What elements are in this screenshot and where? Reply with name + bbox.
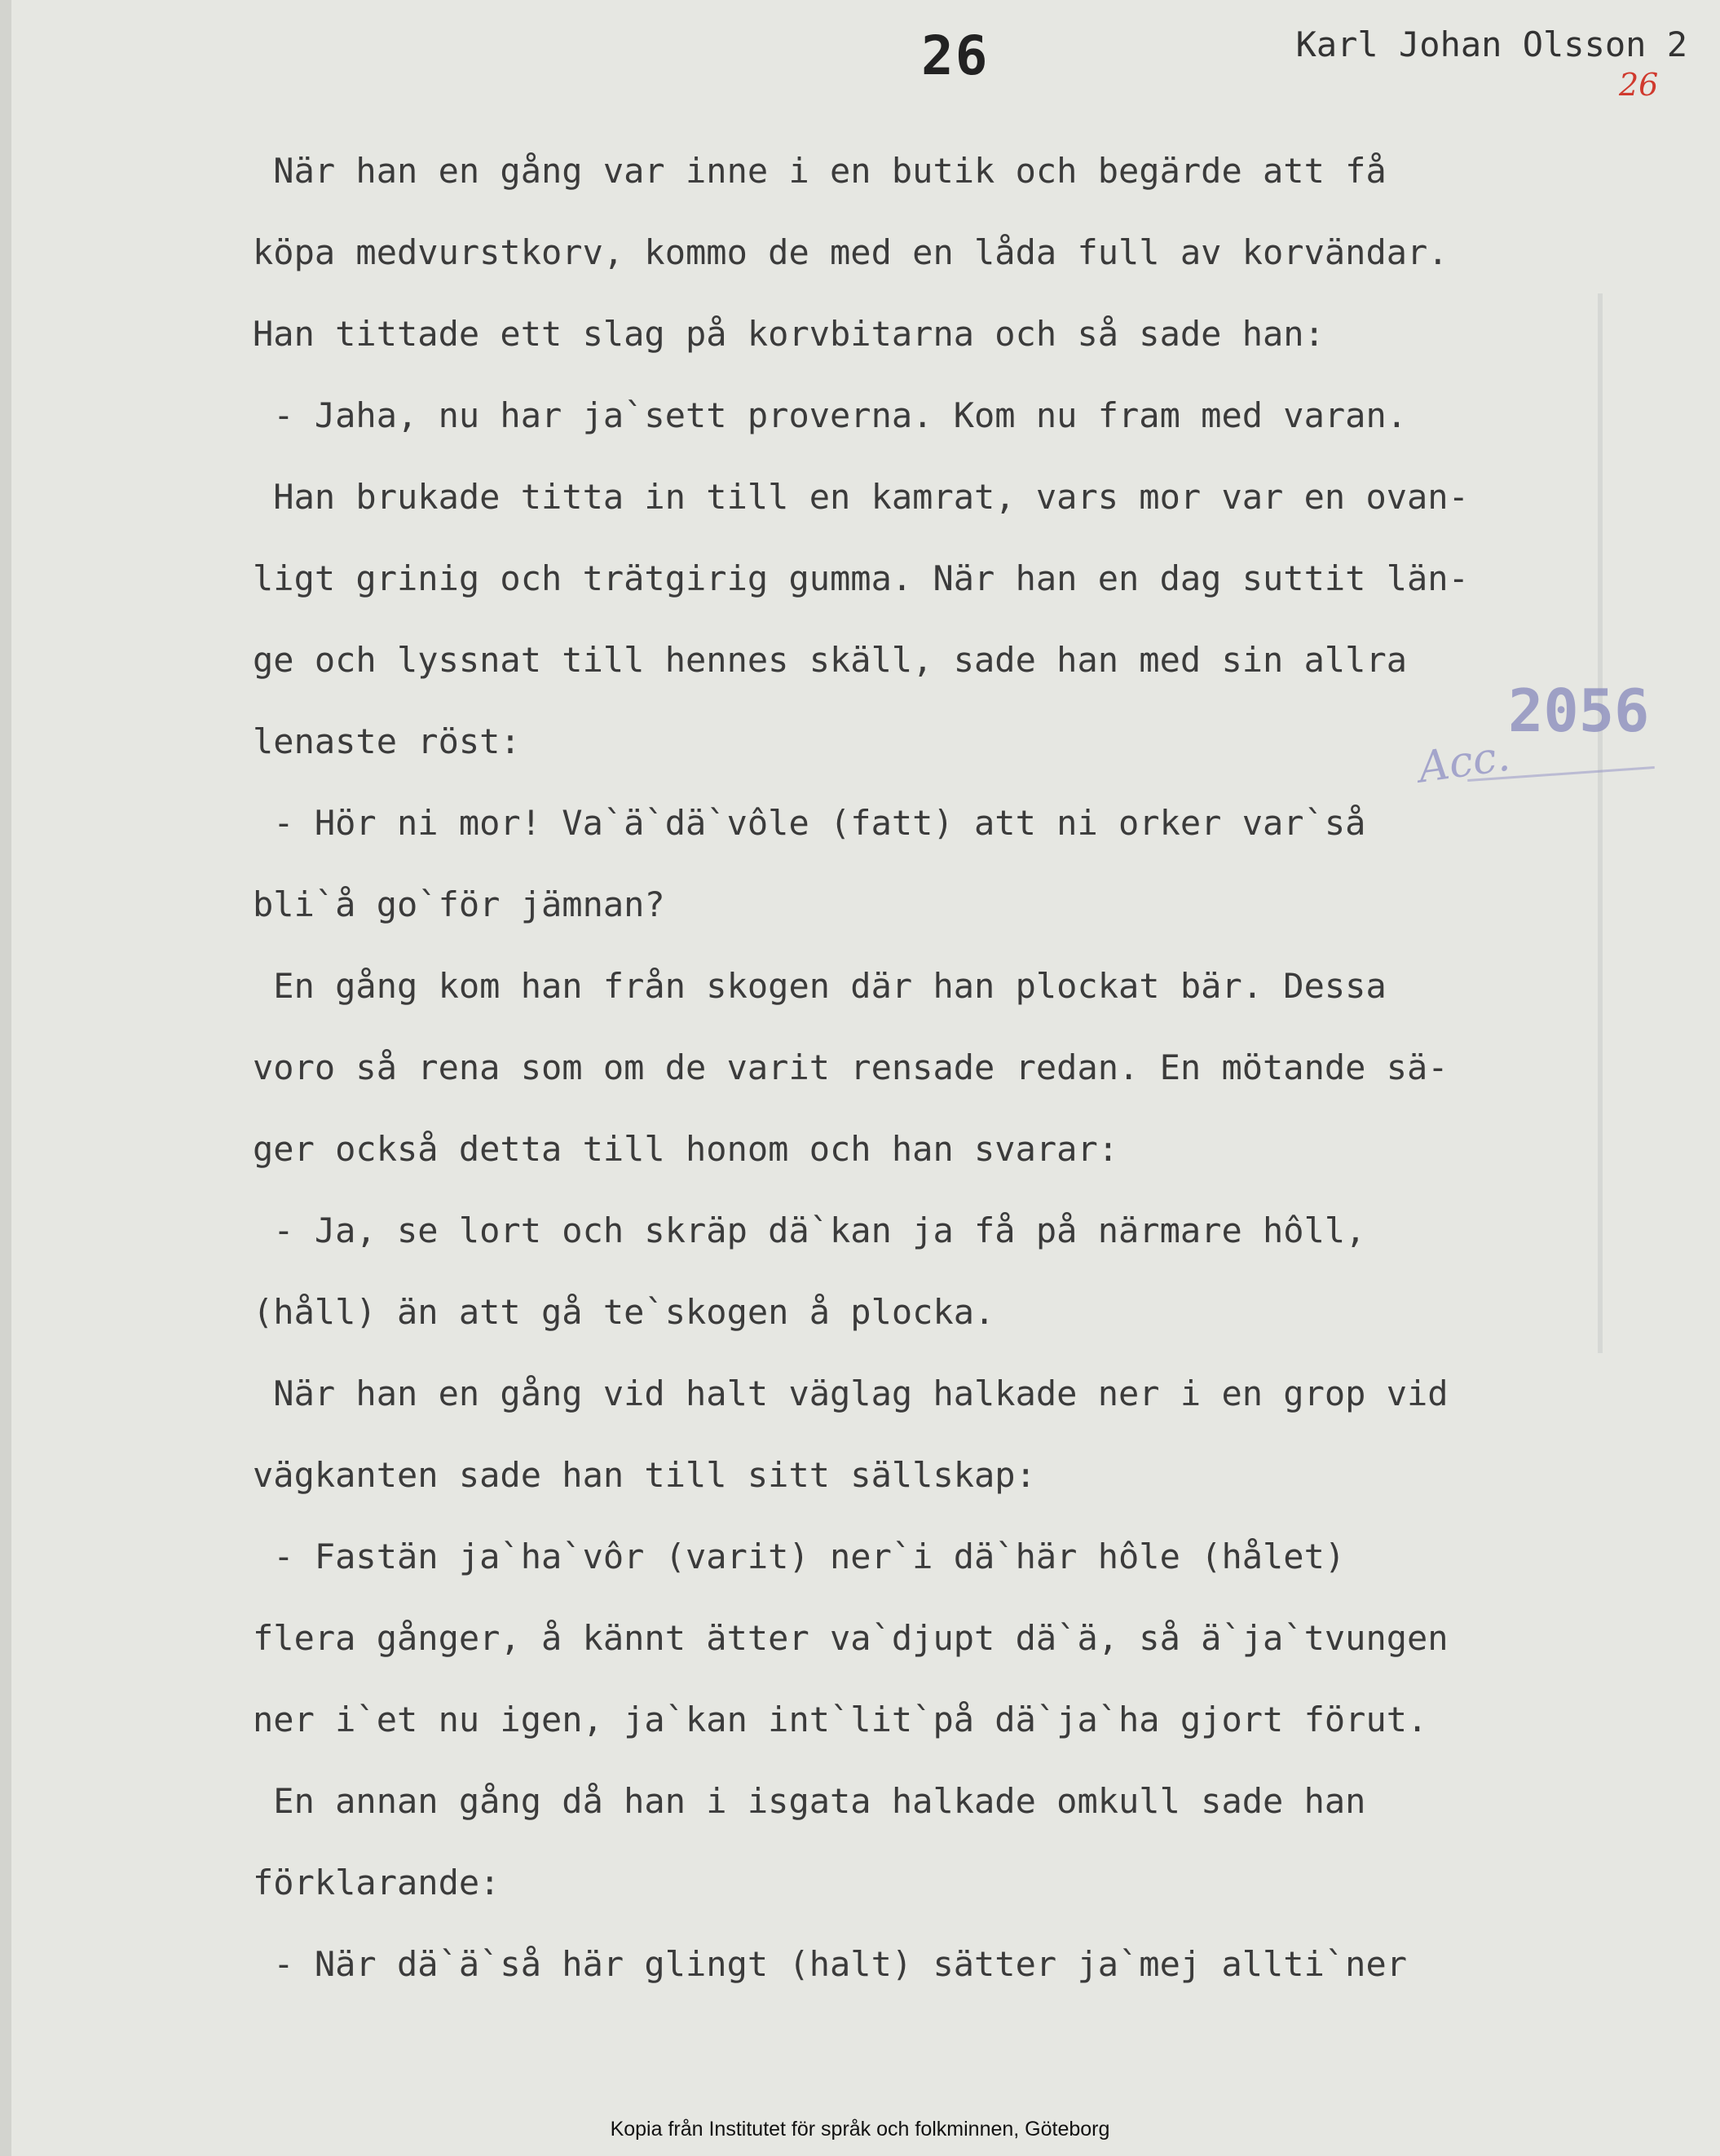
text-line: vägkanten sade han till sitt sällskap:: [253, 1455, 1036, 1495]
text-line: - Jaha, nu har ja`sett proverna. Kom nu fram med varan.: [253, 395, 1408, 435]
page-number: 26: [921, 24, 990, 87]
text-line: När han en gång vid halt väglag halkade ner i en grop vid: [253, 1373, 1449, 1413]
text-line: - När dä`ä`så här glingt (halt) sätter ja`mej allti`ner: [253, 1944, 1408, 1984]
archive-footer: Kopia från Institutet för språk och folkminnen, Göteborg: [610, 2118, 1110, 2141]
text-line: - Ja, se lort och skräp dä`kan ja få på närmare hôll,: [253, 1210, 1366, 1250]
text-line: förklarande:: [253, 1863, 501, 1902]
text-line: En gång kom han från skogen där han plockat bär. Dessa: [253, 966, 1387, 1006]
acc-annotation: Acc.: [1415, 731, 1513, 793]
archive-stamp-number: 2056: [1508, 677, 1650, 745]
text-line: ner i`et nu igen, ja`kan int`lit`på dä`ja`ha gjort förut.: [253, 1700, 1428, 1739]
text-line: lenaste röst:: [253, 721, 521, 761]
text-line: - Fastän ja`ha`vôr (varit) ner`i dä`här hôle (hålet): [253, 1537, 1346, 1576]
text-line: Han tittade ett slag på korvbitarna och så sade han:: [253, 314, 1325, 354]
text-line: En annan gång då han i isgata halkade omkull sade han: [253, 1781, 1366, 1821]
header-name: Karl Johan Olsson 2: [1295, 24, 1687, 64]
page-edge: [0, 0, 11, 2156]
text-line: ger också detta till honom och han svarar:: [253, 1129, 1119, 1169]
text-line: köpa medvurstkorv, kommo de med en låda full av korvändar.: [253, 232, 1449, 272]
text-line: ge och lyssnat till hennes skäll, sade han med sin allra: [253, 640, 1408, 680]
text-line: - Hör ni mor! Va`ä`dä`vôle (fatt) att ni orker var`så: [253, 803, 1366, 843]
text-line: ligt grinig och trätgirig gumma. När han en dag suttit län-: [253, 558, 1469, 598]
text-line: Han brukade titta in till en kamrat, vars mor var en ovan-: [253, 477, 1469, 517]
handwritten-page-number: 26: [1619, 67, 1659, 103]
text-line: flera gånger, å kännt ätter va`djupt dä`ä, så ä`ja`tvungen: [253, 1618, 1449, 1658]
text-line: (håll) än att gå te`skogen å plocka.: [253, 1292, 995, 1332]
typewritten-text: [253, 130, 1712, 2005]
text-line: När han en gång var inne i en butik och begärde att få: [253, 151, 1387, 191]
text-line: bli`å go`för jämnan?: [253, 884, 665, 924]
text-line: voro så rena som om de varit rensade redan. En mötande sä-: [253, 1047, 1449, 1087]
